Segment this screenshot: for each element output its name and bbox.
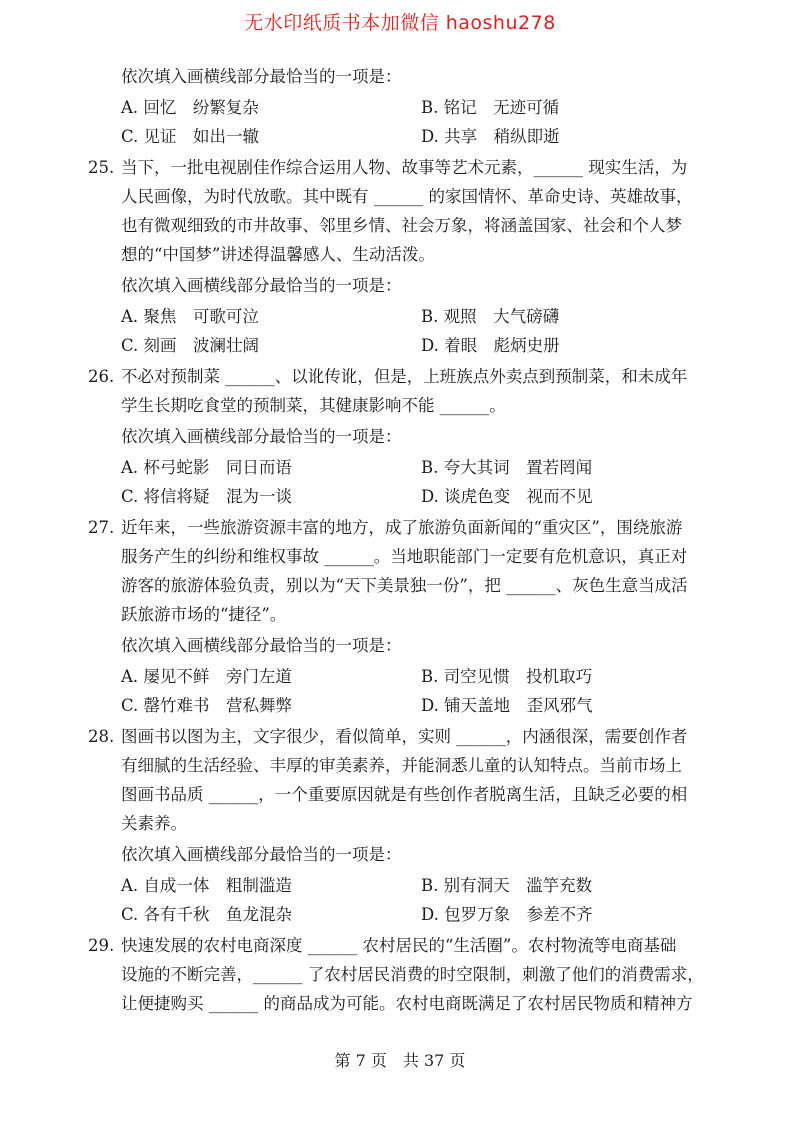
question-25 (88, 153, 728, 360)
question-27 (88, 513, 728, 720)
stem-line: 游客的旅游体验负责，别以为“天下美景独一份”，把 ______、灰色生意当成活 (121, 576, 688, 595)
stem-line: 跃旅游市场的“捷径”。 (121, 605, 287, 624)
options-row (121, 331, 728, 360)
watermark-text: 无水印纸质书本加微信 haoshu278 (244, 12, 556, 34)
stem-text: 不必对预制菜 ______、以讹传讹，但是，上班族点外卖点到预制菜，和未成年 (121, 367, 688, 386)
stem-text: 快速发展的农村电商深度 ______ 农村居民的“生活圈”。农村物流等电商基础 (121, 936, 677, 955)
question-number: 26. (88, 367, 115, 386)
options-row (121, 662, 728, 691)
stem-text: 图画书以图为主，文字很少，看似简单，实则 ______，内涵很深，需要创作者 (121, 727, 688, 746)
question-number: 25. (88, 158, 115, 177)
question-29 (88, 931, 728, 1018)
stem-text: 当下，一批电视剧佳作综合运用人物、故事等艺术元素，______ 现实生活，为 (121, 158, 688, 177)
option-d: D. 共享 稍纵即逝 (421, 127, 560, 146)
options-row (121, 900, 728, 929)
option-c: C. 将信将疑 混为一谈 (121, 487, 293, 506)
option-b: B. 铭记 无迹可循 (421, 98, 560, 117)
stem-line: 服务产生的纠纷和维权事故 ______。当地职能部门一定要有危机意识，真正对 (121, 547, 688, 566)
stem-line: 图画书品质 ______，一个重要原因就是有些创作者脱离生活，且缺乏必要的相 (121, 785, 688, 804)
question-list (88, 153, 728, 1018)
page-content (88, 60, 728, 1018)
stem-line: 人民画像，为时代放歌。其中既有 ______ 的家国情怀、革命史诗、英雄故事， (121, 187, 693, 206)
options-block (88, 871, 728, 929)
option-b: B. 别有洞天 滥竽充数 (421, 876, 593, 895)
stem-line (88, 153, 728, 182)
stem-line: 设施的不断完善，______ 了农村居民消费的时空限制，刺激了他们的消费需求， (121, 965, 704, 984)
question-prompt: 依次填入画横线部分最恰当的一项是： (121, 845, 402, 864)
question-number: 27. (88, 518, 115, 537)
stem-line (88, 513, 728, 542)
option-a: A. 自成一体 粗制滥造 (121, 876, 292, 895)
page-number-footer: 第 7 页 共 37 页 (334, 1051, 466, 1070)
option-c: C. 刻画 波澜壮阔 (121, 336, 260, 355)
options-block (88, 302, 728, 360)
option-a: A. 屡见不鲜 旁门左道 (121, 667, 292, 686)
option-b: B. 夸大其词 置若罔闻 (421, 458, 593, 477)
option-d: D. 着眼 彪炳史册 (421, 336, 560, 355)
option-b: B. 观照 大气磅礴 (421, 307, 560, 326)
option-a: A. 杯弓蛇影 同日而语 (121, 458, 292, 477)
options-row (121, 93, 728, 122)
option-d: D. 铺天盖地 歪风邪气 (421, 696, 593, 715)
options-row (121, 871, 728, 900)
stem-line: 学生长期吃食堂的预制菜，其健康影响不能 ______。 (121, 396, 506, 415)
question-28 (88, 722, 728, 929)
stem-line: 关素养。 (121, 814, 187, 833)
prev-question-tail (88, 62, 728, 151)
question-stem (88, 362, 728, 420)
stem-line: 想的“中国梦”讲述得温馨感人、生动活泼。 (121, 245, 435, 264)
question-number: 29. (88, 936, 115, 955)
option-d: D. 包罗万象 参差不齐 (421, 905, 593, 924)
question-stem (88, 513, 728, 629)
options-block (88, 93, 728, 151)
options-block (88, 453, 728, 511)
question-stem (88, 931, 728, 1018)
stem-line: 让便捷购买 ______ 的商品成为可能。农村电商既满足了农村居民物质和精神方 (121, 994, 693, 1013)
option-d: D. 谈虎色变 视而不见 (421, 487, 593, 506)
option-a: A. 聚焦 可歌可泣 (121, 307, 259, 326)
stem-text: 近年来，一些旅游资源丰富的地方，成了旅游负面新闻的“重灾区”，围绕旅游 (121, 518, 683, 537)
option-b: B. 司空见惯 投机取巧 (421, 667, 593, 686)
question-prompt: 依次填入画横线部分最恰当的一项是： (121, 636, 402, 655)
options-row (121, 691, 728, 720)
option-c: C. 罄竹难书 营私舞弊 (121, 696, 293, 715)
question-prompt: 依次填入画横线部分最恰当的一项是： (121, 67, 402, 86)
stem-line (88, 931, 728, 960)
question-number: 28. (88, 727, 115, 746)
stem-line: 有细腻的生活经验、丰厚的审美素养，并能洞悉儿童的认知特点。当前市场上 (121, 756, 682, 775)
question-stem (88, 722, 728, 838)
options-block (88, 662, 728, 720)
options-row (121, 122, 728, 151)
stem-line (88, 722, 728, 751)
question-prompt: 依次填入画横线部分最恰当的一项是： (121, 276, 402, 295)
option-a: A. 回忆 纷繁复杂 (121, 98, 259, 117)
options-row (121, 453, 728, 482)
options-row (121, 482, 728, 511)
question-26 (88, 362, 728, 511)
question-stem (88, 153, 728, 269)
option-c: C. 各有千秋 鱼龙混杂 (121, 905, 293, 924)
stem-line: 也有微观细致的市井故事、邻里乡情、社会万象，将涵盖国家、社会和个人梦 (121, 216, 682, 235)
option-c: C. 见证 如出一辙 (121, 127, 260, 146)
stem-line (88, 362, 728, 391)
options-row (121, 302, 728, 331)
question-prompt: 依次填入画横线部分最恰当的一项是： (121, 427, 402, 446)
